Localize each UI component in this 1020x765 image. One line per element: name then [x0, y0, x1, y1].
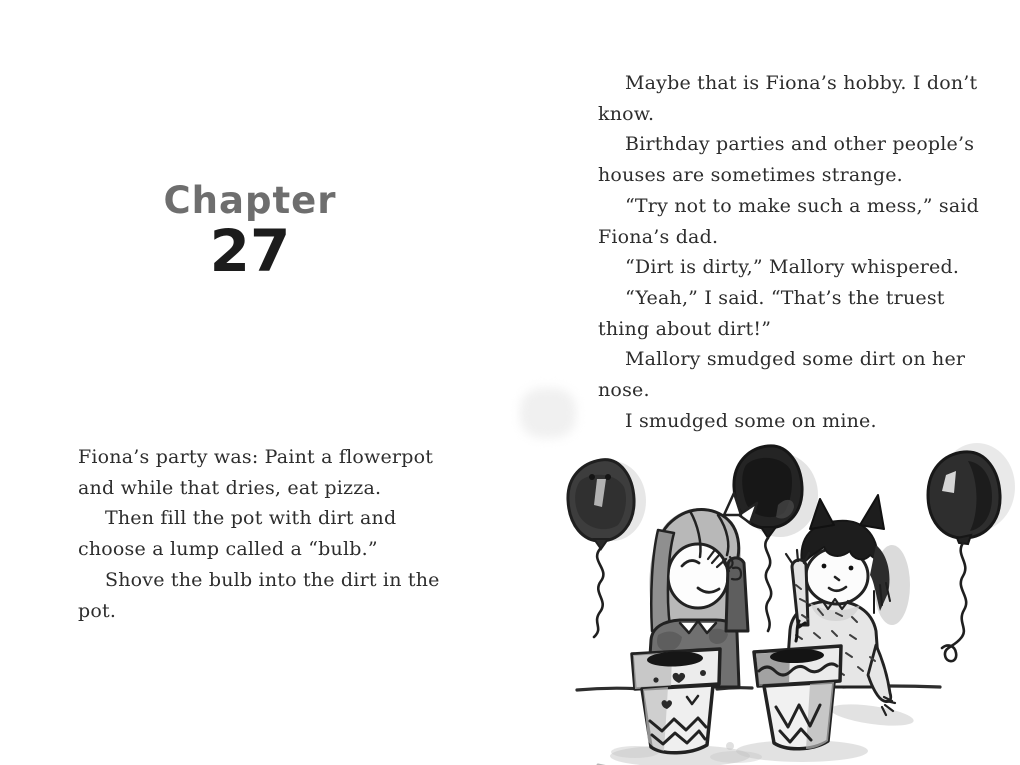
balloon-right-icon: [928, 452, 1000, 661]
balloon-left-icon: [568, 460, 634, 637]
party-illustration: [540, 435, 1020, 765]
text-line: choose a lump called a “bulb.”: [78, 538, 378, 561]
text-line: pot.: [78, 599, 117, 622]
text-line: Fiona’s dad.: [598, 225, 719, 248]
text-line: Mallory smudged some dirt on her: [625, 348, 966, 371]
text-line: Then fill the pot with dirt and: [105, 507, 397, 530]
text-line: know.: [598, 102, 655, 125]
text-line: thing about dirt!”: [598, 317, 772, 340]
flowerpot-left: [632, 649, 720, 753]
chapter-number: 27: [209, 217, 291, 285]
text-line: “Dirt is dirty,” Mallory whispered.: [625, 256, 960, 279]
chapter-heading: Chapter: [163, 179, 337, 222]
text-line: Shove the bulb into the dirt in the: [105, 568, 440, 591]
text-line: Maybe that is Fiona’s hobby. I don’t: [625, 72, 978, 94]
text-line: and while that dries, eat pizza.: [78, 476, 382, 499]
right-page-paragraphs: [598, 68, 979, 436]
text-line: I smudged some on mine.: [625, 409, 877, 432]
scan-smudge: [520, 388, 576, 438]
text-line: Birthday parties and other people’s: [625, 133, 975, 156]
text-line: “Yeah,” I said. “That’s the truest: [625, 286, 945, 309]
text-line: Fiona’s party was: Paint a flowerpot: [78, 446, 434, 468]
text-line: “Try not to make such a mess,” said: [625, 194, 979, 217]
text-line: nose.: [598, 379, 650, 402]
text-line: houses are sometimes strange.: [598, 164, 903, 187]
left-page-paragraphs: [78, 442, 440, 626]
